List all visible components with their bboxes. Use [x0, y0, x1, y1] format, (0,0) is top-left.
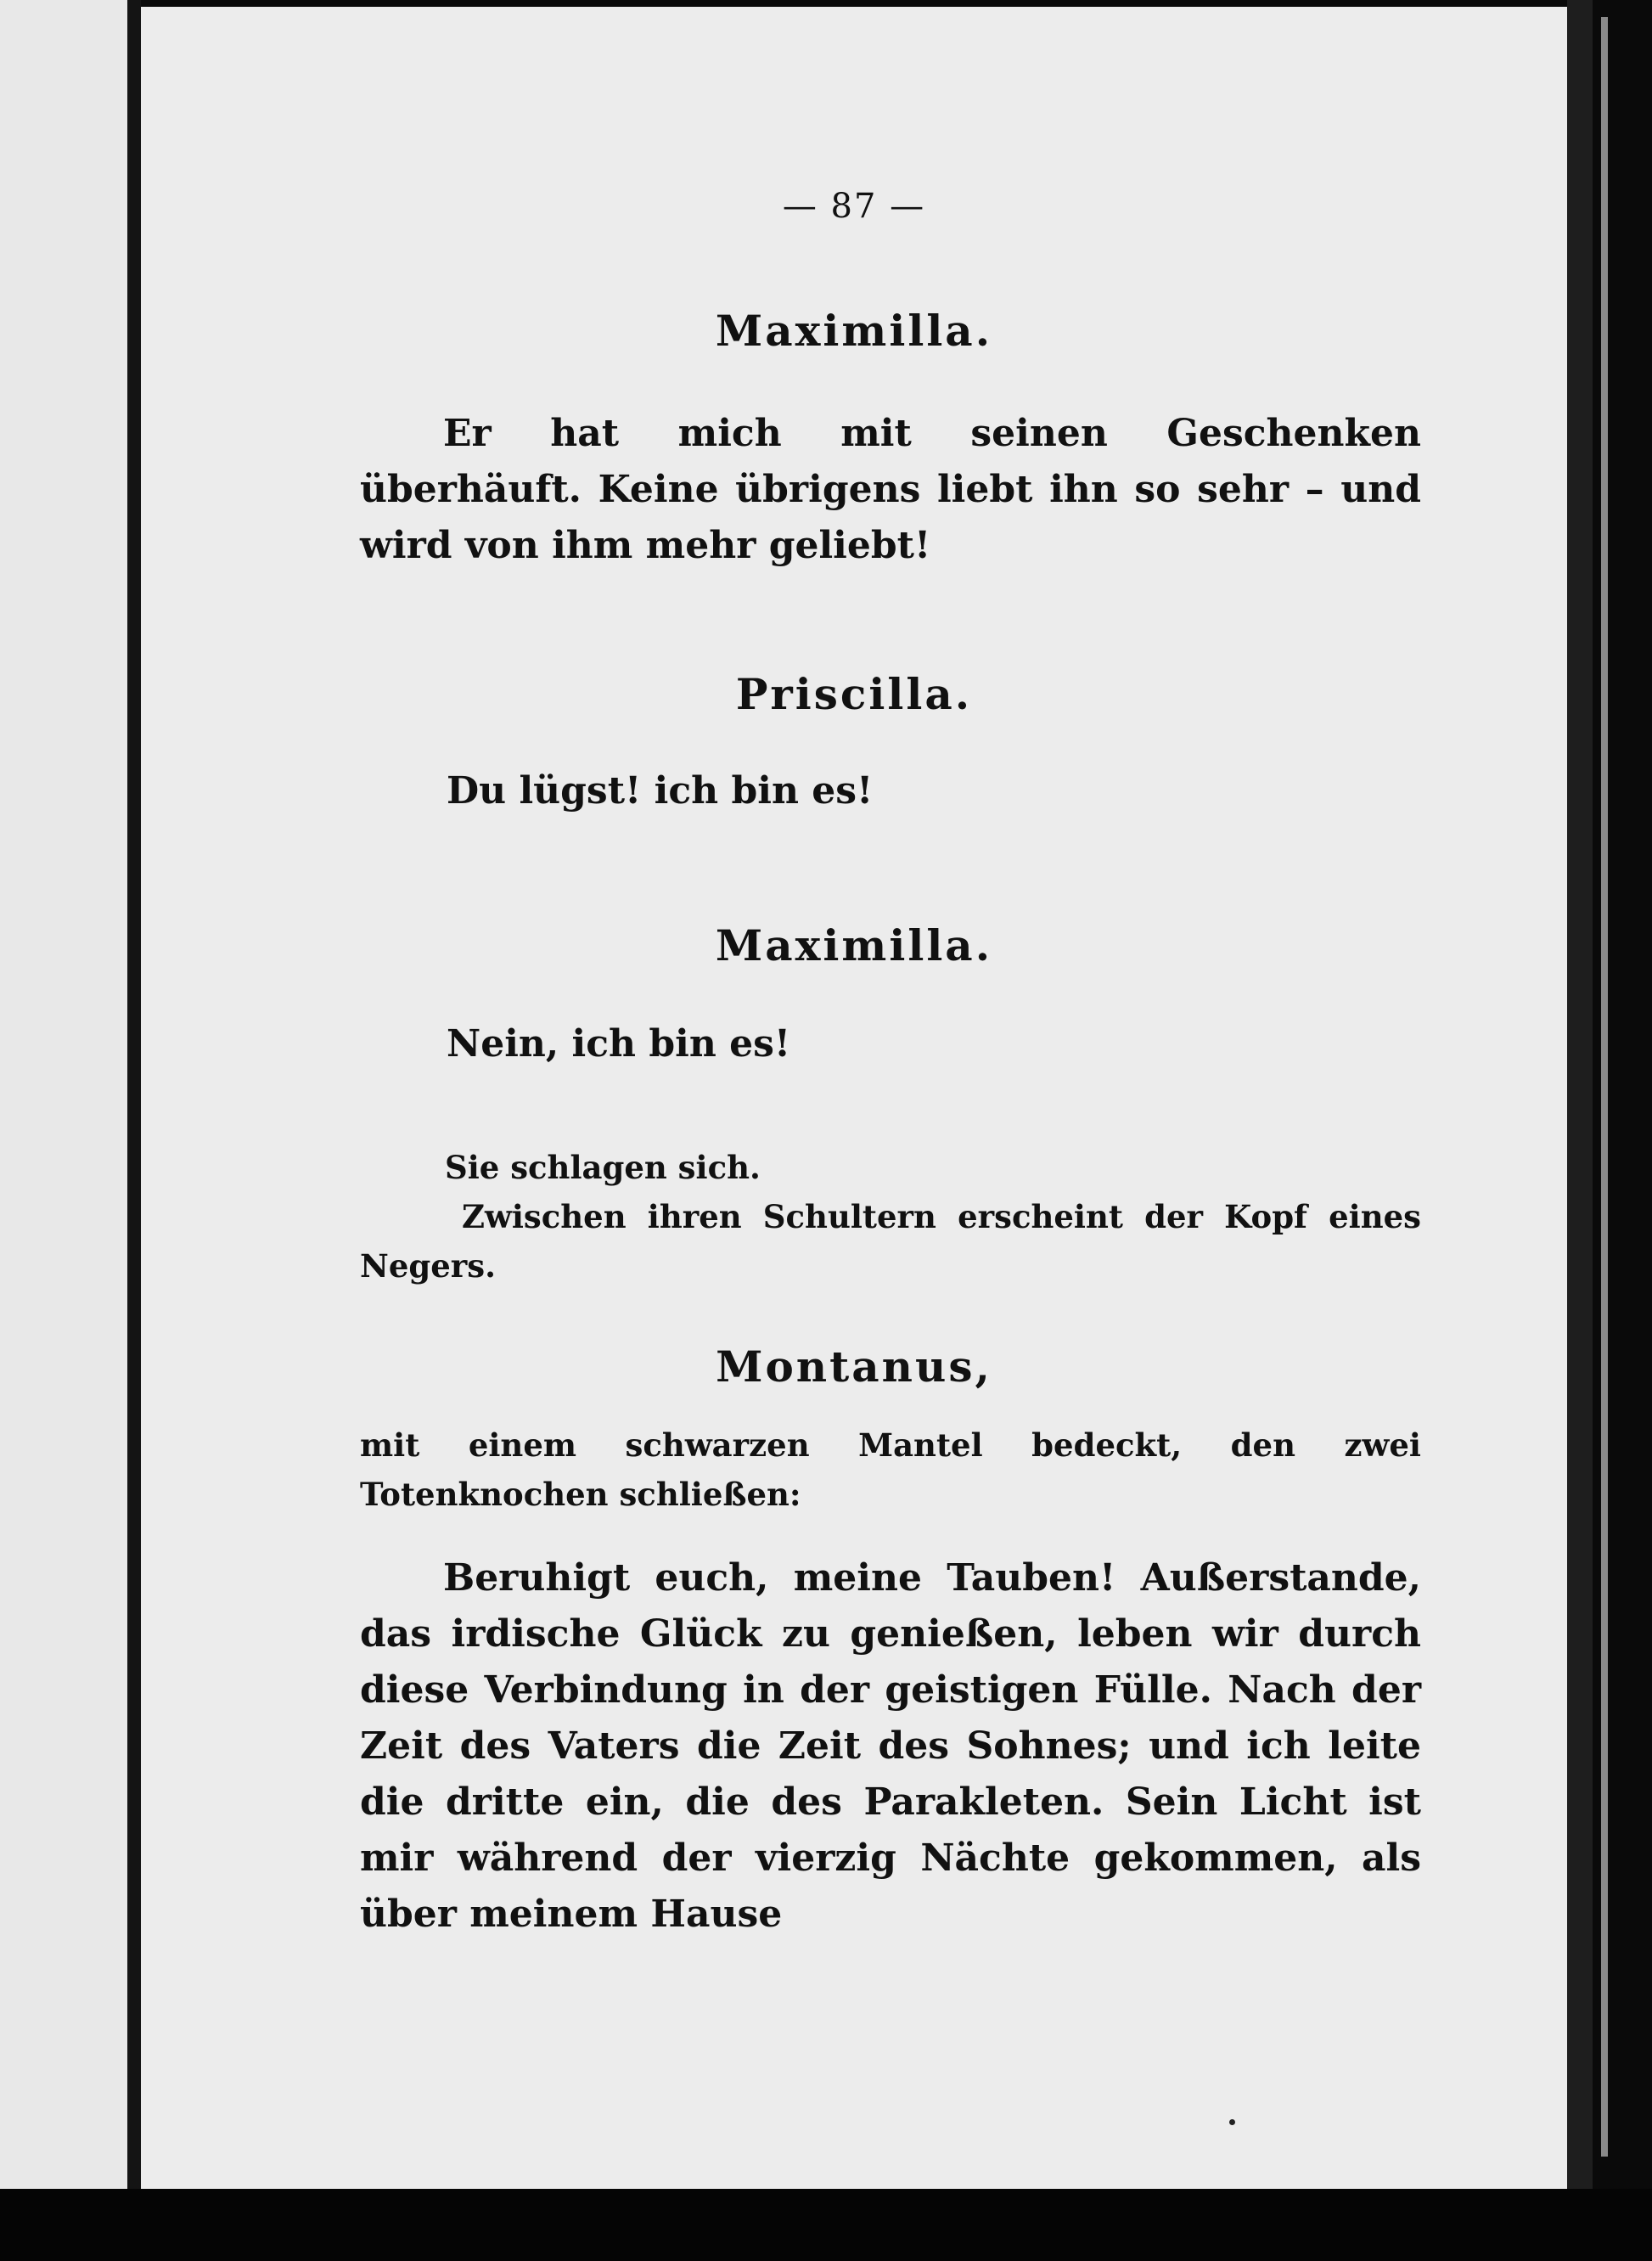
speaker-heading-maximilla: Maximilla.	[715, 306, 993, 356]
facing-page-edge	[0, 0, 127, 2261]
speaker-heading-maximilla: Maximilla.	[715, 920, 993, 970]
stage-direction	[360, 1420, 1421, 1519]
speech-line: Nein, ich bin es!	[447, 1022, 791, 1066]
speech-paragraph: Er hat mich mit seinen Geschenken überhäuft. Keine übrigens liebt ihn so sehr – und wird von ihm mehr geliebt!	[360, 412, 1421, 567]
page-edge-shadow	[1601, 17, 1608, 2157]
page-right-edge	[1567, 0, 1593, 2261]
speech-line: Du lügst! ich bin es!	[447, 769, 874, 813]
scan-bottom-border	[0, 2189, 1652, 2261]
stage-direction-line: Zwischen ihren Schultern erscheint der Kopf eines Negers.	[360, 1198, 1421, 1285]
page-number: — 87 —	[782, 187, 926, 226]
book-page	[141, 7, 1567, 2189]
speaker-heading-priscilla: Priscilla.	[735, 669, 973, 719]
speaker-heading-montanus: Montanus,	[716, 1341, 992, 1392]
ink-speck	[1229, 2119, 1235, 2125]
binding-gutter	[127, 0, 141, 2261]
stage-direction	[360, 1143, 1421, 1291]
stage-direction-line: Sie schlagen sich.	[445, 1149, 761, 1186]
speech-paragraph: Beruhigt euch, meine Tauben! Außerstande, das irdische Glück zu genießen, leben wir durch diese Verbindung in der geistigen Fülle. Nach der Zeit des Vaters die Zeit des Sohnes; und ich leite die dritte ein, die des Parakleten. Sein Licht ist mir während der vierzig Nächte gekommen, als über meinem Hause	[360, 1556, 1421, 1936]
stage-direction-line: mit einem schwarzen Mantel bedeckt, den zwei Totenknochen schließen:	[360, 1426, 1421, 1513]
